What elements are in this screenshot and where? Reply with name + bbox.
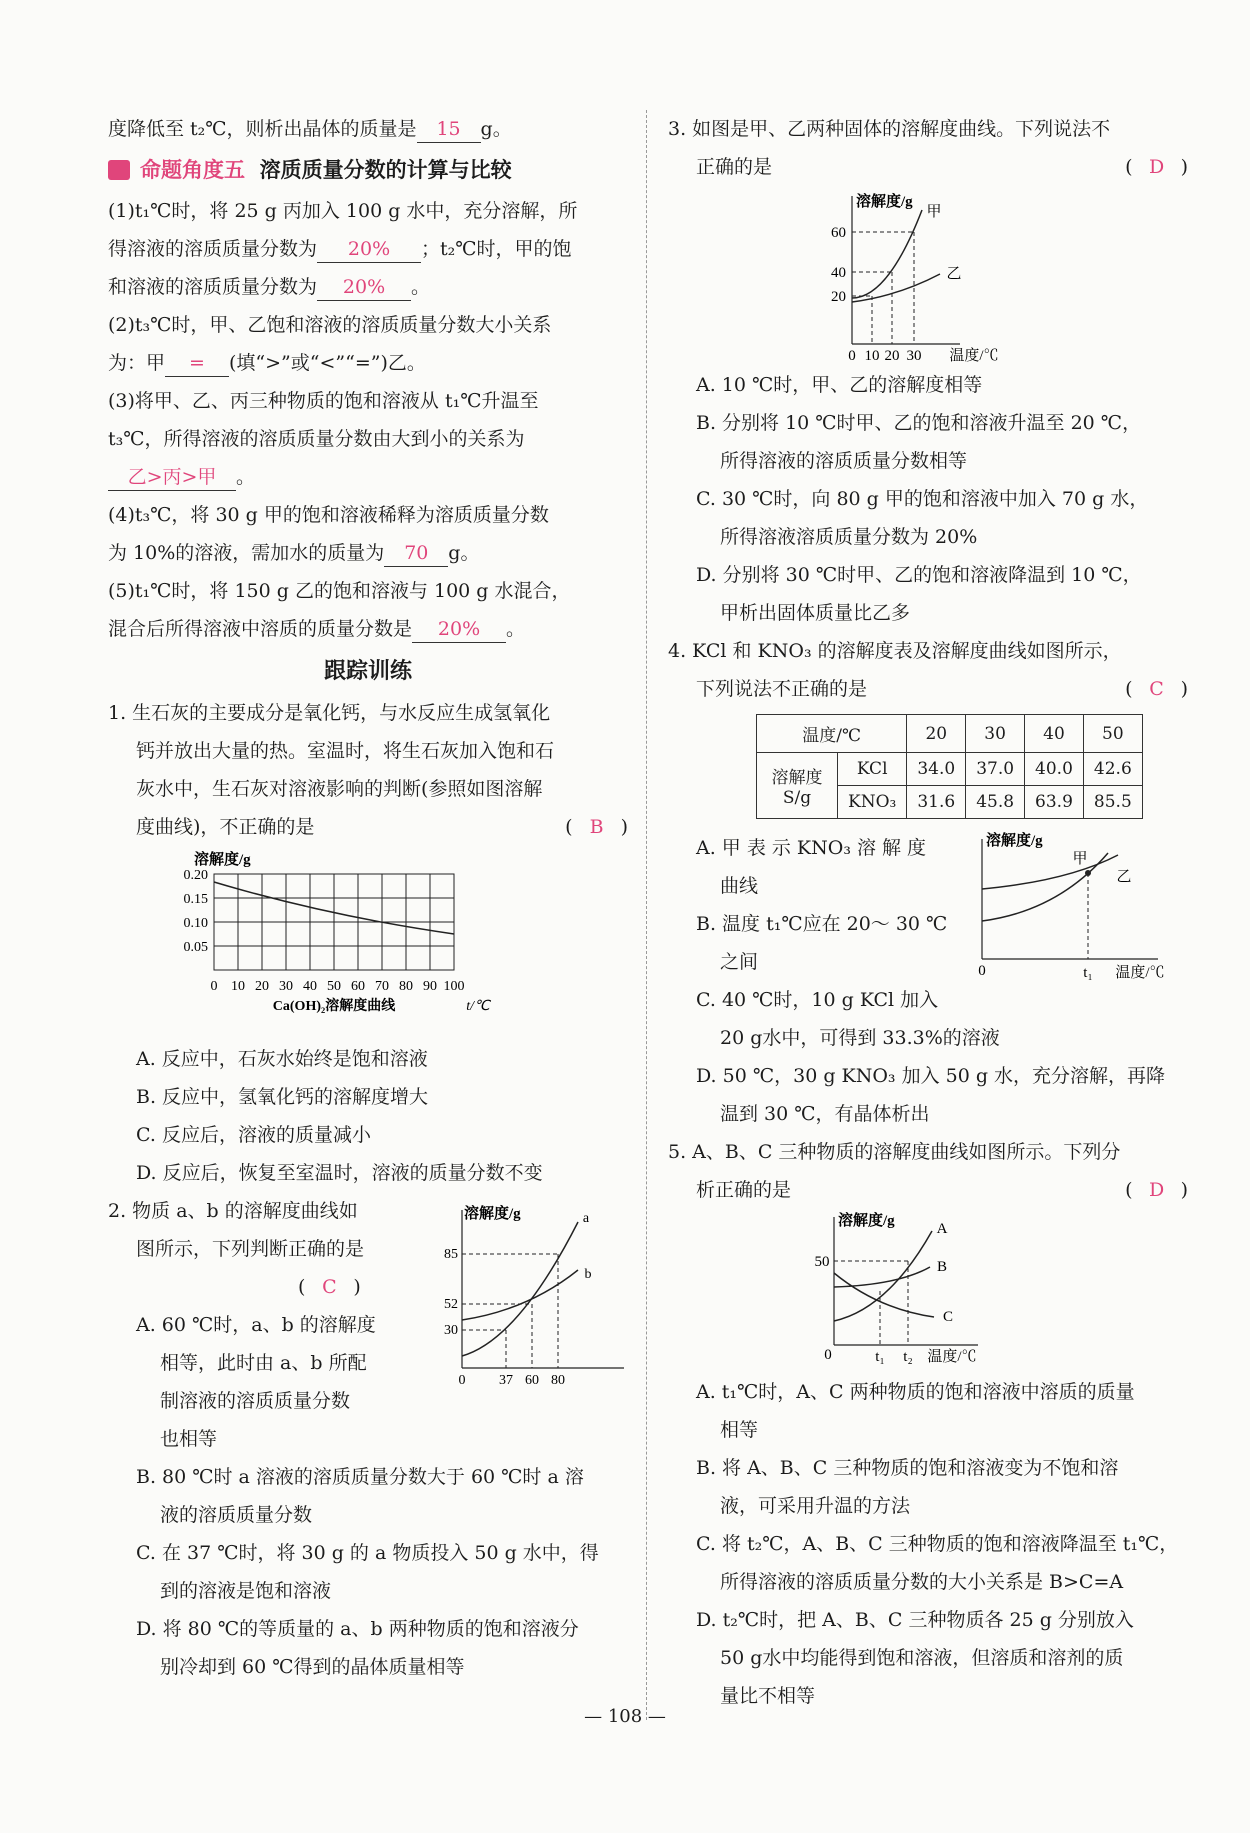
training-title: 跟踪训练 [323, 658, 412, 684]
p2-option-a-cont: 制溶液的溶质质量分数 [160, 1390, 351, 1412]
q3-line2: t₃℃，所得溶液的溶质质量分数由大到小的关系为 [108, 428, 525, 450]
p4-options-block [668, 829, 1188, 1057]
svg-text:50: 50 [327, 979, 341, 994]
svg-text:90: 90 [423, 979, 437, 994]
svg-text:20: 20 [884, 348, 900, 364]
q2-line1: (2)t₃℃时，甲、乙饱和溶液的溶质质量分数大小关系 [108, 314, 552, 336]
svg-text:温度/℃: 温度/℃ [927, 1349, 977, 1365]
p5-line: 5. A、B、C 三种物质的溶解度曲线如图所示。下列分 [668, 1141, 1121, 1163]
p2-block [108, 1192, 628, 1420]
p5-option-d-cont: 50 g水中均能得到饱和溶液，但溶质和溶剂的质 [720, 1647, 1124, 1669]
svg-text:甲: 甲 [1072, 851, 1088, 867]
p4-option-c-cont: 20 g水中，可得到 33.3%的溶液 [720, 1027, 1000, 1049]
svg-text:溶解度/g: 溶解度/g [856, 194, 913, 210]
svg-text:t₁: t₁ [1083, 965, 1093, 981]
svg-text:0.15: 0.15 [183, 892, 208, 907]
kcl-kno3-chart [968, 829, 1178, 989]
svg-text:70: 70 [375, 979, 389, 994]
p5-option-a: A. t₁℃时，A、C 两种物质的饱和溶液中溶质的质量 [696, 1381, 1135, 1403]
svg-text:b: b [584, 1267, 592, 1282]
p1-option-b: B. 反应中，氢氧化钙的溶解度增大 [136, 1086, 429, 1108]
p4-line: 下列说法不正确的是 ( C ) [696, 678, 1188, 700]
p2-answer-line: ( C ) [298, 1276, 361, 1298]
svg-text:30: 30 [444, 1323, 458, 1338]
svg-text:0.05: 0.05 [183, 940, 208, 955]
p4-option-a: A. 甲 表 示 KNO₃ 溶 解 度 [696, 837, 927, 859]
svg-text:t/℃: t/℃ [466, 999, 490, 1014]
curve-C [834, 1273, 934, 1317]
svg-text:温度/℃: 温度/℃ [949, 348, 999, 364]
svg-text:80: 80 [399, 979, 413, 994]
caoh2-chart [108, 846, 628, 1036]
q4-line1: (4)t₃℃，将 30 g 甲的饱和溶液稀释为溶质质量分数 [108, 504, 549, 526]
svg-text:A: A [936, 1221, 948, 1237]
curve-A [834, 1231, 932, 1321]
p5-option-d: D. t₂℃时，把 A、B、C 三种物质各 25 g 分别放入 [696, 1609, 1134, 1631]
p5-answer: D [1148, 1179, 1165, 1201]
curve-jia [982, 855, 1118, 889]
p4-option-c: C. 40 ℃时，10 g KCl 加入 [696, 989, 939, 1011]
p4-line: 4. KCl 和 KNO₃ 的溶解度表及溶解度曲线如图所示， [668, 640, 1122, 662]
p1-option-d: D. 反应后，恢复至室温时，溶液的质量分数不变 [136, 1162, 543, 1184]
svg-text:溶解度/g: 溶解度/g [838, 1213, 895, 1229]
q1-line2: 得溶液的溶质质量分数为 20% ；t₂℃时，甲的饱 [108, 230, 628, 268]
svg-text:10: 10 [231, 979, 245, 994]
p2-line: 图所示，下列判断正确的是 [136, 1238, 365, 1260]
book-icon [108, 160, 130, 180]
p2-option-d-cont: 别冷却到 60 ℃得到的晶体质量相等 [160, 1656, 465, 1678]
curve-a [462, 1222, 578, 1356]
solubility-table: 温度/℃ 20 30 40 50 溶解度 S/g KCl 34.0 37.0 40.0 42.6 KNO₃ 31.6 45.8 63.9 85.5 [756, 714, 1143, 819]
p2-option-b-cont: 液的溶质质量分数 [160, 1504, 313, 1526]
svg-text:37: 37 [499, 1373, 513, 1388]
abc-chart [668, 1209, 1188, 1369]
chart-caption: Ca(OH)₂溶解度曲线 [272, 999, 396, 1014]
p1-line: 度曲线)，不正确的是 ( B ) [136, 816, 628, 838]
q3-line3: 乙>丙>甲 。 [108, 458, 628, 496]
y-axis-label: 溶解度/g [194, 852, 251, 868]
carry-line: 度降低至 t₂℃，则析出晶体的质量是 15 g。 [108, 110, 628, 148]
svg-text:甲: 甲 [926, 204, 942, 220]
p4-answer: C [1149, 678, 1164, 700]
p3-option-c-cont: 所得溶液溶质质量分数为 20% [720, 526, 978, 548]
p2-option-b: B. 80 ℃时 a 溶液的溶质质量分数大于 60 ℃时 a 溶 [136, 1466, 584, 1488]
svg-text:60: 60 [525, 1373, 539, 1388]
p2-option-a-cont: 也相等 [160, 1428, 218, 1450]
svg-text:0: 0 [848, 348, 856, 364]
p3-option-d-cont: 甲析出固体质量比乙多 [720, 602, 911, 624]
q5-line1: (5)t₁℃时，将 150 g 乙的饱和溶液与 100 g 水混合， [108, 580, 571, 602]
svg-text:0.10: 0.10 [183, 916, 208, 931]
p4-option-d: D. 50 ℃，30 g KNO₃ 加入 50 g 水，充分溶解，再降 [696, 1065, 1166, 1087]
svg-text:0: 0 [210, 979, 218, 994]
p5-option-c-cont: 所得溶液的溶质质量分数的大小关系是 B>C=A [720, 1571, 1124, 1593]
p4-option-b: B. 温度 t₁℃应在 20～ 30 ℃ [696, 913, 948, 935]
p4-option-b-cont: 之间 [720, 951, 759, 973]
svg-text:30: 30 [906, 348, 922, 364]
p5-option-c: C. 将 t₂℃，A、B、C 三种物质的饱和溶液降温至 t₁℃， [696, 1533, 1179, 1555]
p2-option-d: D. 将 80 ℃的等质量的 a、b 两种物质的饱和溶液分 [136, 1618, 579, 1640]
left-column [108, 110, 628, 1686]
p1-line: 灰水中，生石灰对溶液影响的判断(参照如图溶解 [136, 778, 543, 800]
p5-option-b: B. 将 A、B、C 三种物质的饱和溶液变为不饱和溶 [696, 1457, 1119, 1479]
p3-option-c: C. 30 ℃时，向 80 g 甲的饱和溶液中加入 70 g 水， [696, 488, 1149, 510]
p3-option-a: A. 10 ℃时，甲、乙的溶解度相等 [696, 374, 983, 396]
q5-line2: 混合后所得溶液中溶质的质量分数是 20% 。 [108, 610, 628, 648]
svg-text:60: 60 [831, 225, 846, 241]
p3-line: 3. 如图是甲、乙两种固体的溶解度曲线。下列说法不 [668, 118, 1111, 140]
svg-text:52: 52 [444, 1297, 458, 1312]
column-divider [646, 110, 647, 1720]
p3-answer: D [1148, 156, 1165, 178]
svg-text:溶解度/g: 溶解度/g [464, 1206, 521, 1222]
svg-text:a: a [582, 1211, 590, 1226]
p1-answer: B [589, 816, 604, 838]
svg-text:20: 20 [831, 289, 846, 305]
svg-text:85: 85 [444, 1247, 458, 1262]
p2-line: 2. 物质 a、b 的溶解度曲线如 [108, 1200, 358, 1222]
p1-option-c: C. 反应后，溶液的质量减小 [136, 1124, 371, 1146]
p5-option-a-cont: 相等 [720, 1419, 759, 1441]
svg-text:C: C [942, 1309, 954, 1325]
page-number: — 108 — [584, 1706, 666, 1727]
right-column [668, 110, 1188, 1715]
q1-line3: 和溶液的溶质质量分数为 20% 。 [108, 268, 628, 306]
q3-line1: (3)将甲、乙、丙三种物质的饱和溶液从 t₁℃升温至 [108, 390, 539, 412]
p3-option-b-cont: 所得溶液的溶质质量分数相等 [720, 450, 968, 472]
svg-text:B: B [936, 1259, 948, 1275]
p2-option-c: C. 在 37 ℃时，将 30 g 的 a 物质投入 50 g 水中，得 [136, 1542, 599, 1564]
p2-option-a: A. 60 ℃时，a、b 的溶解度 [136, 1314, 376, 1336]
p3-option-b: B. 分别将 10 ℃时甲、乙的饱和溶液升温至 20 ℃， [696, 412, 1142, 434]
q4-line2: 为 10%的溶液，需加水的质量为 70 g。 [108, 534, 628, 572]
p1-line: 1. 生石灰的主要成分是氧化钙，与水反应生成氢氧化 [108, 702, 551, 724]
svg-text:0: 0 [978, 963, 986, 979]
p3-option-d: D. 分别将 30 ℃时甲、乙的饱和溶液降温到 10 ℃， [696, 564, 1142, 586]
ab-chart [428, 1200, 628, 1388]
svg-text:乙: 乙 [946, 266, 962, 282]
svg-text:10: 10 [864, 348, 880, 364]
p1-line: 钙并放出大量的热。室温时，将生石灰加入饱和石 [136, 740, 555, 762]
svg-text:t₂: t₂ [903, 1349, 913, 1365]
svg-text:温度/℃: 温度/℃ [1115, 965, 1165, 981]
p2-option-c-cont: 到的溶液是饱和溶液 [160, 1580, 332, 1602]
svg-text:100: 100 [443, 979, 465, 994]
svg-text:80: 80 [551, 1373, 565, 1388]
svg-text:0.20: 0.20 [183, 868, 208, 883]
svg-text:0: 0 [824, 1347, 832, 1363]
p1-option-a: A. 反应中，石灰水始终是饱和溶液 [136, 1048, 428, 1070]
svg-text:t₁: t₁ [875, 1349, 885, 1365]
svg-text:40: 40 [831, 265, 846, 281]
svg-text:30: 30 [279, 979, 293, 994]
svg-text:50: 50 [814, 1254, 830, 1270]
curve-jia [852, 210, 922, 298]
p5-line: 析正确的是 ( D ) [696, 1179, 1188, 1201]
section-heading: 命题角度五 溶质质量分数的计算与比较 [108, 148, 628, 192]
answer-blank: 15 [417, 116, 481, 143]
curve-yi [852, 274, 940, 302]
svg-text:20: 20 [255, 979, 269, 994]
p5-option-d-cont: 量比不相等 [720, 1685, 816, 1707]
jiayi-chart [668, 186, 1188, 362]
q2-line2: 为：甲 = (填“>”或“<”“=”)乙。 [108, 344, 628, 382]
p5-option-b-cont: 液，可采用升温的方法 [720, 1495, 911, 1517]
p3-line: 正确的是 ( D ) [696, 156, 1188, 178]
p4-option-a-cont: 曲线 [720, 875, 759, 897]
p2-option-a-cont: 相等，此时由 a、b 所配 [160, 1352, 367, 1374]
intersection-point [1085, 870, 1091, 876]
svg-text:乙: 乙 [1116, 869, 1132, 885]
svg-text:溶解度/g: 溶解度/g [986, 833, 1043, 849]
p4-option-d-cont: 温到 30 ℃，有晶体析出 [720, 1103, 930, 1125]
svg-text:0: 0 [458, 1373, 466, 1388]
svg-text:60: 60 [351, 979, 365, 994]
q1-line1: (1)t₁℃时，将 25 g 丙加入 100 g 水中，充分溶解，所 [108, 200, 578, 222]
svg-text:40: 40 [303, 979, 317, 994]
